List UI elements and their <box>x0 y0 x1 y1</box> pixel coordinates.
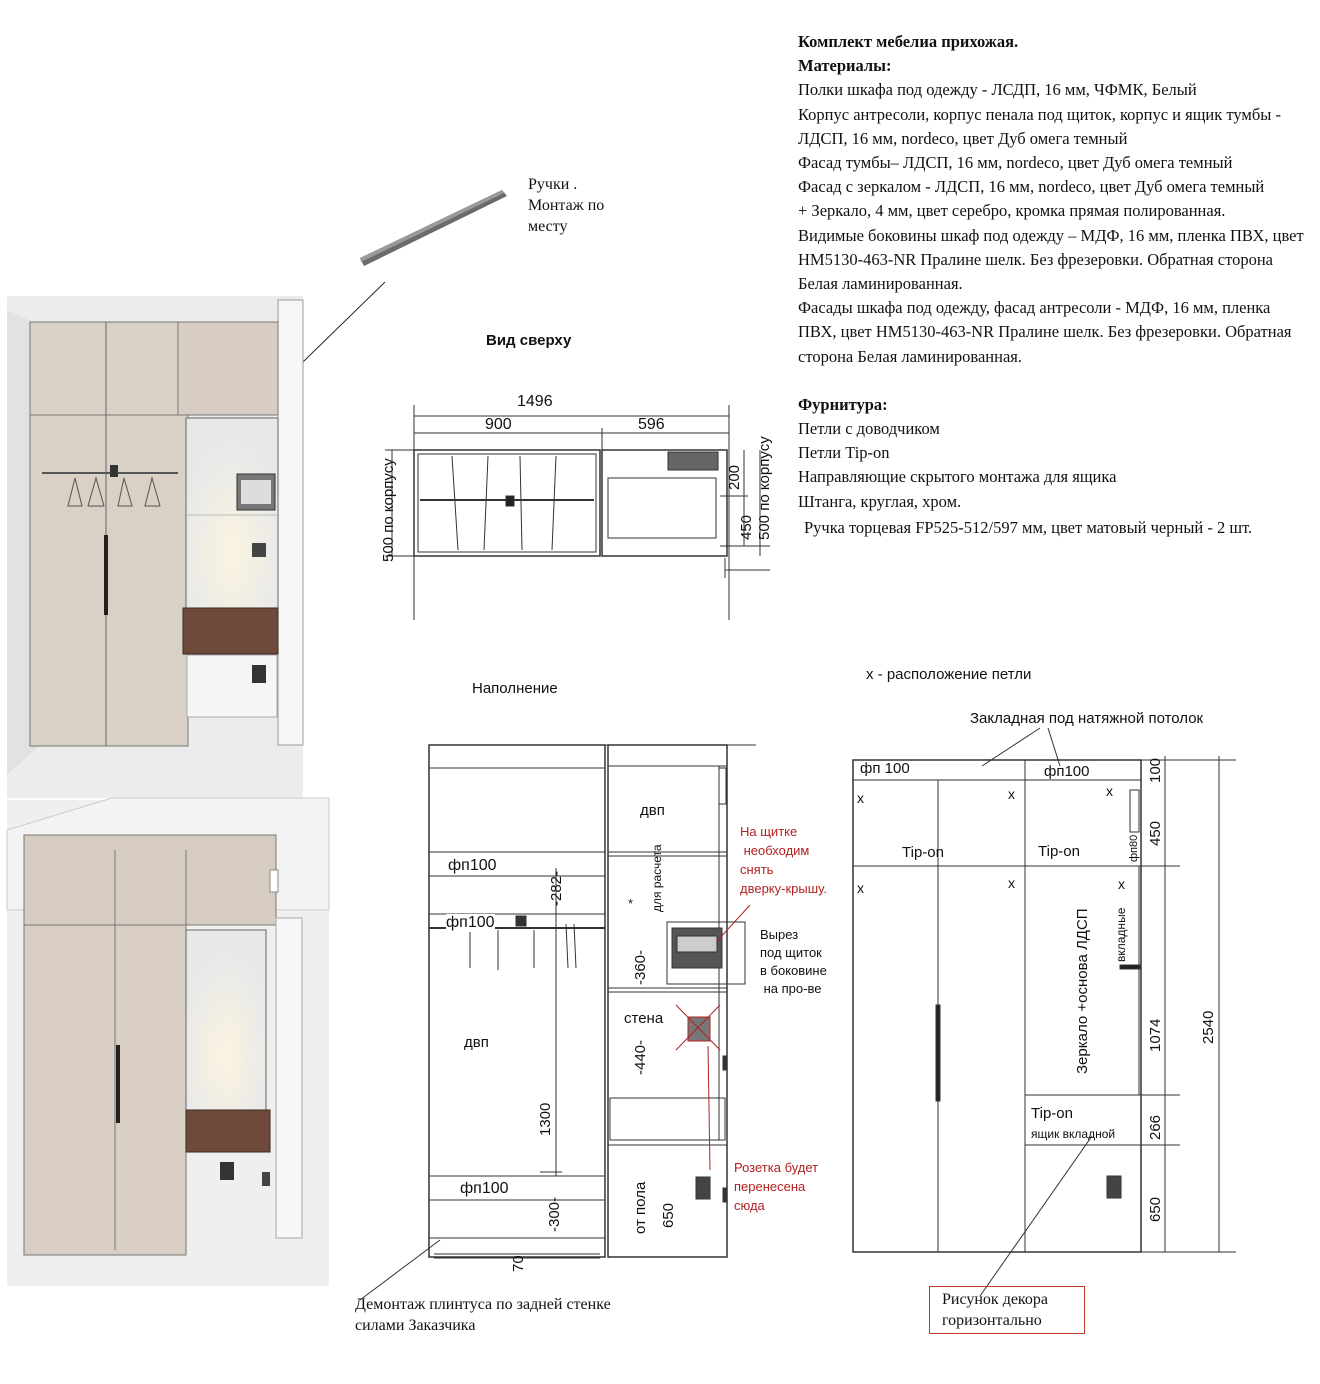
hinge-mark: x <box>857 880 864 896</box>
handles-note-line: Монтаж по <box>528 197 605 214</box>
label-tipon-1: Tip-on <box>902 844 944 861</box>
hardware-heading: Фурнитура: <box>798 394 888 414</box>
render-bottom <box>7 798 329 1286</box>
dim-depth-right-text: 500 по корпусу <box>756 436 773 540</box>
dim-360: -360- <box>632 949 649 985</box>
note-shield <box>740 822 827 898</box>
decor-note <box>929 1286 1085 1334</box>
handles-note-line: месту <box>528 218 568 235</box>
hinge-legend: x - расположение петли <box>866 666 1032 683</box>
label-fp80: фп80 <box>1128 834 1140 862</box>
note-line: сюда <box>734 1198 765 1213</box>
label-fp100-c: фп100 <box>460 1180 509 1197</box>
hardware-item: Направляющие скрытого монтажа для ящика <box>798 467 1117 487</box>
note-cutout <box>760 926 827 998</box>
note-line: перенесена <box>734 1179 806 1194</box>
top-view-title: Вид сверху <box>486 332 572 349</box>
note-line: Розетка будет <box>734 1160 819 1175</box>
note-line: дверку-крышу. <box>740 881 827 896</box>
note-line: необходим <box>740 843 810 858</box>
material-item: Корпус антресоли, корпус пенала под щиток, корпус и ящик тумбы - ЛДСП, 16 мм, nordeco, цвет Дуб омега темный <box>798 104 1281 148</box>
front-view <box>853 728 1236 1296</box>
dim-front-100: 100 <box>1147 757 1164 783</box>
label-mirror: Зеркало +основа ЛДСП <box>1074 908 1091 1074</box>
dim-front-450: 450 <box>1147 820 1164 846</box>
note-line: в боковине <box>760 963 827 978</box>
label-inset: вкладные <box>1114 907 1128 962</box>
dim-front-2540: 2540 <box>1200 1010 1217 1044</box>
dim-front-1074: 1074 <box>1147 1018 1164 1052</box>
label-fp100-b: фп100 <box>446 914 495 931</box>
filling-title: Наполнение <box>472 680 558 697</box>
dim-1300: 1300 <box>537 1102 554 1136</box>
hinge-mark: x <box>1008 875 1015 891</box>
note-socket <box>734 1158 818 1215</box>
dim-440: -440- <box>632 1039 649 1075</box>
ceiling-note: Закладная под натяжной потолок <box>970 710 1204 727</box>
dim-left-width: 900 <box>485 416 512 433</box>
label-from-floor: от пола <box>632 1181 649 1234</box>
material-item: + Зеркало, 4 мм, цвет серебро, кромка прямая полированная. <box>798 201 1226 221</box>
label-dvp-top: двп <box>640 802 665 819</box>
dim-front-650: 650 <box>1147 1196 1164 1222</box>
label-fp100-right: фп100 <box>1044 763 1090 780</box>
hardware-item: Петли с доводчиком <box>798 419 940 439</box>
hardware-item: Штанга, круглая, хром. <box>798 491 962 511</box>
dim-300: -300- <box>546 1196 563 1232</box>
note-line: Рисунок декора <box>942 1291 1048 1308</box>
dim-450: 450 <box>738 514 755 540</box>
note-plinth <box>355 1294 611 1336</box>
note-line: На щитке <box>740 824 798 839</box>
label-drawer-inset: ящик вкладной <box>1031 1127 1116 1141</box>
dim-depth-left: 500 по корпусу <box>380 458 397 562</box>
note-line: снять <box>740 862 774 877</box>
hinge-mark: x <box>1008 786 1015 802</box>
handles-note-line: Ручки . <box>528 176 578 193</box>
materials-heading: Материалы: <box>798 56 892 76</box>
note-line: Вырез <box>760 927 799 942</box>
material-item: Фасад тумбы– ЛДСП, 16 мм, nordeco, цвет Дуб омега темный <box>798 153 1233 173</box>
material-item: Видимые боковины шкаф под одежду – МДФ, 16 мм, пленка ПВХ, цвет НМ5130-463-NR Пралине шелк. Без фрезеровки. Обратная сторона Белая ламинированная. <box>798 225 1304 294</box>
hardware-item: Петли Tip-on <box>798 443 890 463</box>
label-asterisk: * <box>628 896 634 911</box>
hinge-mark: x <box>1118 876 1125 892</box>
label-tipon-2: Tip-on <box>1038 843 1080 860</box>
material-item: Фасад с зеркалом - ЛДСП, 16 мм, nordeco, цвет Дуб омега темный <box>798 177 1265 197</box>
material-item: Фасады шкафа под одежду, фасад антресоли - МДФ, 16 мм, пленка ПВХ, цвет НМ5130-463-NR Пралине шелк. Без фрезеровки. Обратная сторона Белая ламинированная. <box>798 298 1292 366</box>
label-dvp-main: двп <box>464 1034 489 1051</box>
dim-200: 200 <box>726 464 743 490</box>
dim-70: 70 <box>510 1255 527 1272</box>
note-line: под щиток <box>760 945 822 960</box>
dim-282: -282- <box>548 870 565 906</box>
hinge-mark: x <box>1106 783 1113 799</box>
label-wall: стена <box>624 1010 664 1027</box>
label-fp100-a: фп100 <box>448 857 497 874</box>
label-tipon-3: Tip-on <box>1031 1105 1073 1122</box>
material-item: Полки шкафа под одежду - ЛСДП, 16 мм, ЧФМК, Белый <box>798 80 1197 100</box>
label-for-calc: для расчета <box>650 844 664 912</box>
note-line: на про-ве <box>760 981 822 996</box>
spec-title: Комплект мебелиа прихожая. <box>798 32 1019 51</box>
note-line: силами Заказчика <box>355 1317 476 1334</box>
handle-note: Ручка торцевая FP525-512/597 мм, цвет матовый черный - 2 шт. <box>804 517 1253 537</box>
dim-overall: 1496 <box>517 393 553 410</box>
dim-right-width: 596 <box>638 416 665 433</box>
hinge-mark: x <box>857 790 864 806</box>
dim-front-266: 266 <box>1147 1114 1164 1140</box>
dim-650-filling: 650 <box>660 1202 677 1228</box>
note-line: горизонтально <box>942 1312 1042 1329</box>
note-line: Демонтаж плинтуса по задней стенке <box>355 1296 611 1313</box>
render-top <box>7 296 303 798</box>
top-view <box>385 405 770 620</box>
label-fp100-left: фп 100 <box>860 760 910 777</box>
